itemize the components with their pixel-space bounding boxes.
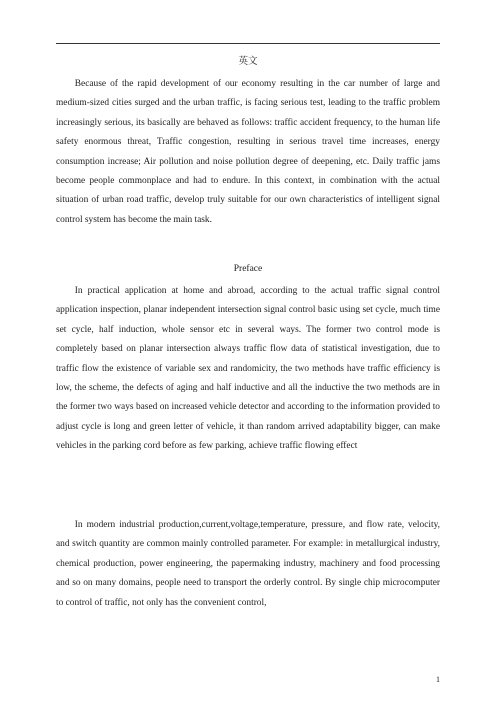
body-paragraph: In practical application at home and abroad, according to the actual traffic signal control application inspection, planar independent intersection signal control basic using set cycle, much time set cycle, half induction, whole sensor etc in several ways. The former two control mode is completely based on planar intersection always traffic flow data of statistical investigation, due to traffic flow the existence of variable sex and randomicity, the two methods have traffic efficiency is low, the scheme, the defects of aging and half inductive and all the inductive the two methods are in the former two ways based on increased vehicle detector and according to the information provided to adjust cycle is long and green letter of vehicle, it than random arrived adaptability bigger, can make vehicles in the parking cord before as few parking, achieve traffic flowing effect — [56, 286, 440, 452]
document-title: 英文 — [238, 57, 258, 67]
body-paragraph: Because of the rapid development of our economy resulting in the car number of large and medium-sized cities surged and the urban traffic, is facing serious test, leading to the traffic problem increasingly serious, its basically are behaved as follows: traffic accident frequency, to the human life safety enormous threat, Traffic congestion, resulting in serious travel time increases, energy consumption increase; Air pollution and noise pollution degree of deepening, etc. Daily traffic jams become people commonplace and had to endure. In this context, in combination with the actual situation of urban road traffic, develop truly suitable for our own characteristics of intelligent signal control system has become the main task. — [56, 79, 440, 225]
body-paragraph: In modern industrial production,current,voltage,temperature, pressure, and flow rate, velocity, and switch quantity are common mainly controlled parameter. For example: in metallurgical industry, chemical production, power engineering, the papermaking industry, machinery and food processing and so on many domains, people need to transport the orderly control. By single chip microcomputer to control of traffic, not only has the convenient control, — [56, 520, 440, 608]
header-rule — [56, 43, 440, 44]
page-number: 1 — [436, 675, 440, 684]
section-heading: Preface — [233, 264, 263, 274]
